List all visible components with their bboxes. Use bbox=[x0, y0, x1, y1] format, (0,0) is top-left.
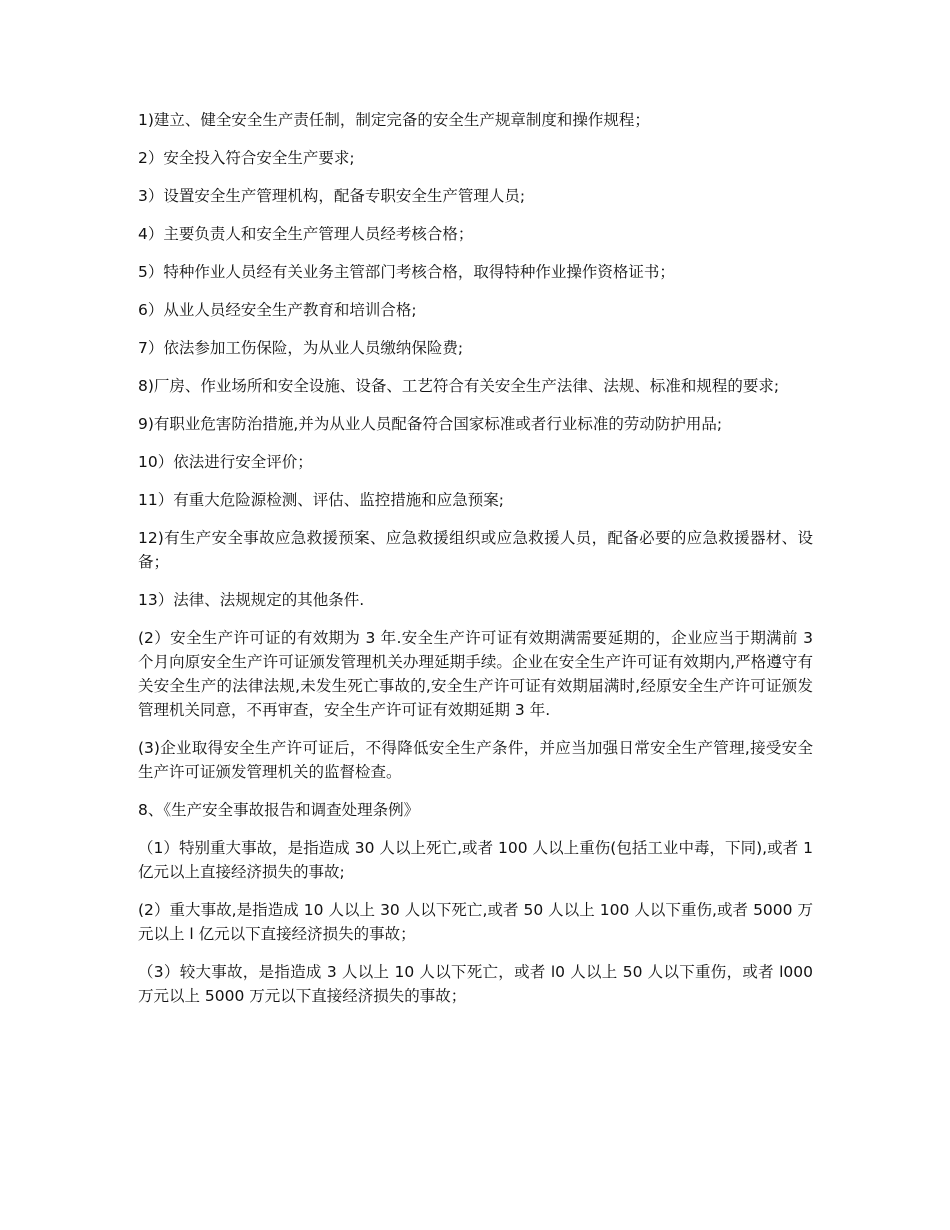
paragraph-10: 10）依法进行安全评价； bbox=[138, 453, 313, 471]
paragraph-larger-accident: （3）较大事故，是指造成 3 人以上 10 人以下死亡，或者 l0 人以上 50 人以下重伤，或者 l000 万元以上 5000 万元以下直接经济损失的事故； bbox=[138, 963, 813, 1005]
paragraph-2: 2）安全投入符合安全生产要求; bbox=[138, 149, 355, 167]
paragraph-supervision: (3)企业取得安全生产许可证后，不得降低安全生产条件，并应当加强日常安全生产管理,接受安全生产许可证颁发管理机关的监督检查。 bbox=[138, 739, 813, 781]
paragraph-8: 8)厂房、作业场所和安全设施、设备、工艺符合有关安全生产法律、法规、标准和规程的要求; bbox=[138, 377, 780, 395]
paragraph-especially-major-accident: （1）特别重大事故，是指造成 30 人以上死亡,或者 100 人以上重伤(包括工业中毒，下同),或者 1 亿元以上直接经济损失的事故; bbox=[138, 839, 813, 881]
paragraph-12: 12)有生产安全事故应急救援预案、应急救援组织或应急救援人员，配备必要的应急救援器材、设备； bbox=[138, 529, 813, 571]
paragraph-13: 13）法律、法规规定的其他条件. bbox=[138, 591, 365, 609]
paragraph-4: 4）主要负责人和安全生产管理人员经考核合格； bbox=[138, 225, 474, 243]
paragraph-major-accident: (2）重大事故,是指造成 10 人以上 30 人以下死亡,或者 50 人以上 100 人以下重伤,或者 5000 万元以上 l 亿元以下直接经济损失的事故； bbox=[138, 901, 813, 943]
paragraph-1: 1)建立、健全安全生产责任制，制定完备的安全生产规章制度和操作规程； bbox=[138, 111, 650, 129]
paragraph-6: 6）从业人员经安全生产教育和培训合格; bbox=[138, 301, 417, 319]
paragraph-5: 5）特种作业人员经有关业务主管部门考核合格，取得特种作业操作资格证书； bbox=[138, 263, 675, 281]
paragraph-3: 3）设置安全生产管理机构，配备专职安全生产管理人员; bbox=[138, 187, 526, 205]
section-heading-accident-regulation: 8、《生产安全事故报告和调查处理条例》 bbox=[138, 801, 420, 819]
paragraph-validity-period: (2）安全生产许可证的有效期为 3 年.安全生产许可证有效期满需要延期的，企业应当于期满前 3 个月向原安全生产许可证颁发管理机关办理延期手续。企业在安全生产许可证有效期内,严格遵守有关安全生产的法律法规,未发生死亡事故的,安全生产许可证有效期届满时,经原安全生产许可证颁发管理机关同意，不再审查，安全生产许可证有效期延期 3 年. bbox=[138, 629, 813, 719]
paragraph-11: 11）有重大危险源检测、评估、监控措施和应急预案; bbox=[138, 491, 504, 509]
document-body bbox=[138, 108, 813, 1022]
paragraph-7: 7）依法参加工伤保险，为从业人员缴纳保险费; bbox=[138, 339, 464, 357]
paragraph-9: 9)有职业危害防治措施,并为从业人员配备符合国家标准或者行业标准的劳动防护用品; bbox=[138, 415, 723, 433]
